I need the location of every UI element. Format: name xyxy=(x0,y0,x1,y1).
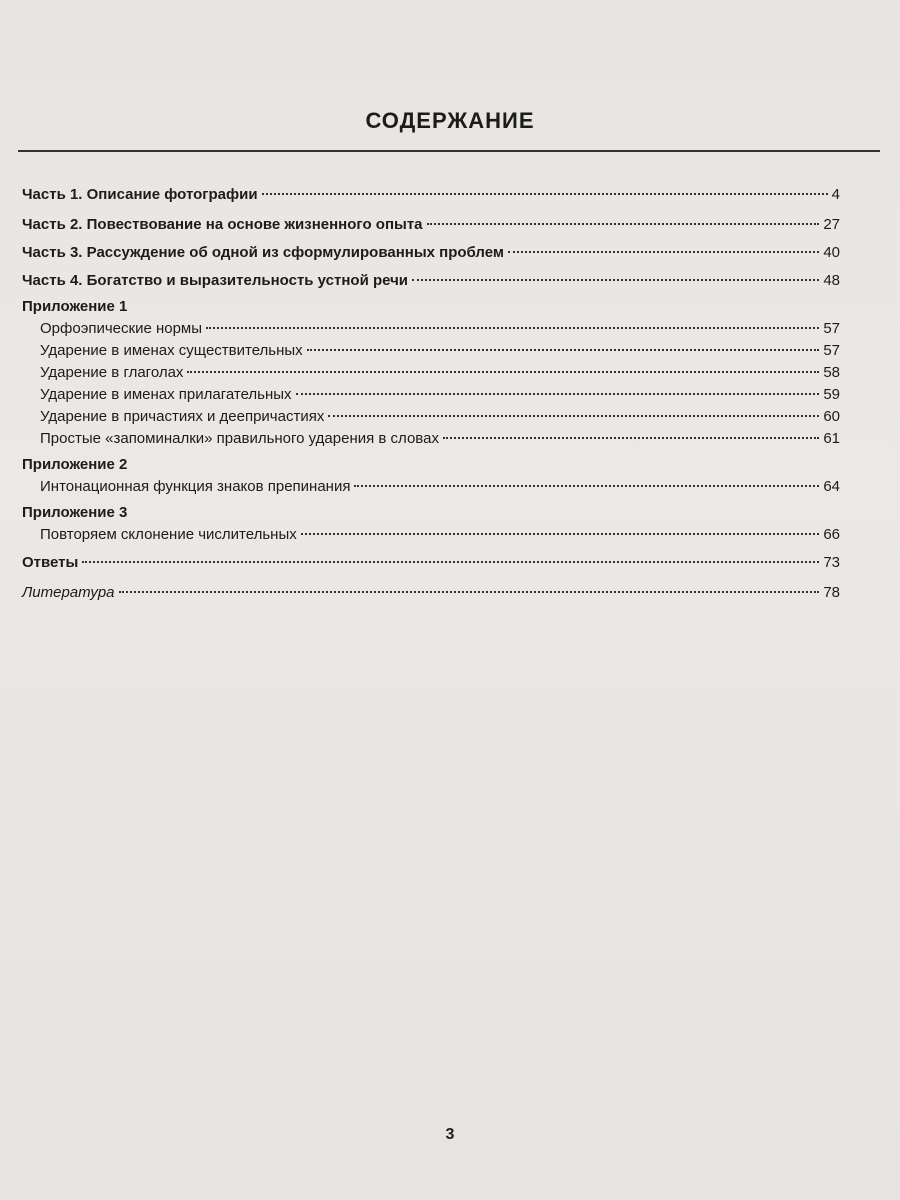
toc-entry-label: Ответы xyxy=(22,554,79,571)
toc-entry-label: Часть 3. Рассуждение об одной из сформулированных проблем xyxy=(22,244,504,261)
toc-subentry-page: 64 xyxy=(823,478,840,495)
toc-entry-page: 4 xyxy=(831,186,840,203)
leader-dots xyxy=(443,437,819,439)
toc-subentry[interactable] xyxy=(40,526,840,548)
leader-dots xyxy=(412,279,819,281)
leader-dots xyxy=(508,251,819,253)
toc-subentry-label: Ударение в глаголах xyxy=(40,364,184,381)
toc-entry-literature[interactable] xyxy=(22,584,840,606)
toc-subentry[interactable] xyxy=(40,342,840,364)
leader-dots xyxy=(82,561,819,563)
toc-subentry[interactable] xyxy=(40,430,840,452)
toc-subentry-page: 57 xyxy=(823,342,840,359)
toc-subentry[interactable] xyxy=(40,386,840,408)
toc-subentry-page: 57 xyxy=(823,320,840,337)
page-title: СОДЕРЖАНИЕ xyxy=(365,108,535,133)
leader-dots xyxy=(296,393,820,395)
toc-subentry-label: Ударение в причастиях и деепричастиях xyxy=(40,408,325,425)
appendix1-heading: Приложение 1 xyxy=(22,298,128,315)
leader-dots xyxy=(427,223,820,225)
toc-subentry[interactable] xyxy=(40,364,840,386)
toc-subentry[interactable] xyxy=(40,478,840,500)
toc-entry-page: 73 xyxy=(823,554,840,571)
toc-subentry[interactable] xyxy=(40,320,840,342)
toc-subentry-label: Ударение в именах существительных xyxy=(40,342,303,359)
toc-entry-label: Литература xyxy=(22,584,115,601)
toc-subentry-page: 59 xyxy=(823,386,840,403)
toc-entry-page: 27 xyxy=(823,216,840,233)
leader-dots xyxy=(354,485,819,487)
toc-entry-label: Часть 4. Богатство и выразительность устной речи xyxy=(22,272,409,289)
leader-dots xyxy=(187,371,819,373)
leader-dots xyxy=(206,327,819,329)
toc-entry-label: Часть 1. Описание фотографии xyxy=(22,186,258,203)
toc-entry-part1[interactable] xyxy=(22,186,840,208)
toc-subentry-label: Орфоэпические нормы xyxy=(40,320,203,337)
toc-subentry-label: Повторяем склонение числительных xyxy=(40,526,297,543)
leader-dots xyxy=(301,533,820,535)
toc-subentry-page: 58 xyxy=(823,364,840,381)
appendix2-heading: Приложение 2 xyxy=(22,456,128,473)
leader-dots xyxy=(307,349,820,351)
toc-entry-page: 48 xyxy=(823,272,840,289)
toc-subentry-label: Ударение в именах прилагательных xyxy=(40,386,292,403)
toc-entry-part2[interactable] xyxy=(22,216,840,238)
appendix3-heading: Приложение 3 xyxy=(22,504,128,521)
toc-subentry-page: 66 xyxy=(823,526,840,543)
toc-subentry-label: Простые «запоминалки» правильного ударения в словах xyxy=(40,430,439,447)
toc-subentry[interactable] xyxy=(40,408,840,430)
toc-entry-label: Часть 2. Повествование на основе жизненного опыта xyxy=(22,216,423,233)
toc-subentry-label: Интонационная функция знаков препинания xyxy=(40,478,351,495)
toc-entry-part4[interactable] xyxy=(22,272,840,294)
leader-dots xyxy=(119,591,820,593)
toc-entry-page: 78 xyxy=(823,584,840,601)
leader-dots xyxy=(328,415,819,417)
toc-subentry-page: 60 xyxy=(823,408,840,425)
toc-entry-answers[interactable] xyxy=(22,554,840,576)
toc-entry-page: 40 xyxy=(823,244,840,261)
toc-subentry-page: 61 xyxy=(823,430,840,447)
leader-dots xyxy=(262,193,828,195)
toc-entry-part3[interactable] xyxy=(22,244,840,266)
page-number: 3 xyxy=(445,1126,455,1143)
